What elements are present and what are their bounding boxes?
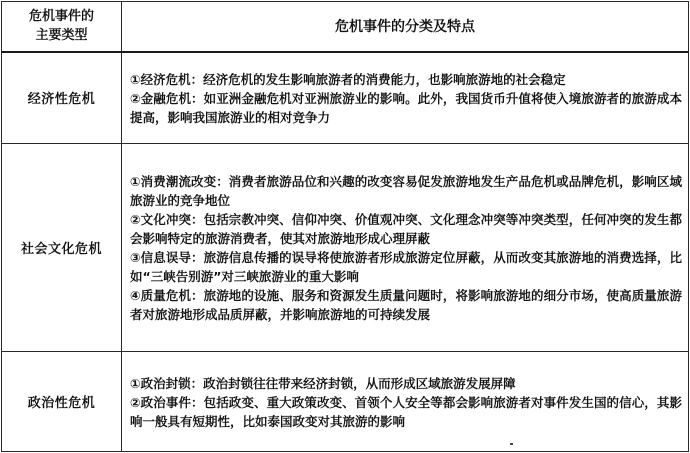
header-description-column: 危机事件的分类及特点 [122,2,689,52]
crisis-item: ②文化冲突：包括宗教冲突、信仰冲突、价值观冲突、文化理念冲突等冲突类型，任何冲突的发生都会影响特定的旅游消费者，使其对旅游地形成心理屏蔽 [130,212,682,246]
table-header-row [2,2,689,52]
crisis-description-cell [122,52,689,144]
crisis-item: ③信息误导：旅游信息传播的误导将使旅游者形成旅游定位屏蔽，从而改变其旅游地的消费选择，比如“三峡告别游”对三峡旅游业的重大影响 [130,250,682,284]
header-type-line: 主要类型 [35,28,88,44]
header-type-line: 危机事件的 [28,9,94,25]
crisis-type-cell: 经济性危机 [2,52,122,144]
crisis-item: ②金融危机：如亚洲金融危机对亚洲旅游业的影响。此外，我国货币升值将使入境旅游者的旅游成本提高，影响我国旅游业的相对竞争力 [130,90,682,125]
crisis-description-cell [122,144,689,352]
scan-speck [510,443,513,445]
crisis-item: ①消费潮流改变：消费者旅游品位和兴趣的改变容易促发旅游地发生产品危机或品牌危机，影响区域旅游业的竞争地位 [130,174,682,208]
document-page [1,1,688,451]
crisis-item: ②政治事件：包括政变、重大政策改变、首领个人安全等都会影响旅游者对事件发生国的信心，其影响一般具有短期性，比如泰国政变对其旅游的影响 [130,394,682,429]
table-row-economic [2,52,689,144]
crisis-item: ④质量危机：旅游地的设施、服务和资源发生质量问题时，将影响旅游地的细分市场，使高质量旅游者对旅游地形成品质屏蔽，并影响旅游地的可持续发展 [130,288,682,322]
header-type-column [2,2,122,52]
table-row-political [2,352,689,452]
crisis-item: ①经济危机：经济危机的发生影响旅游者的消费能力，也影响旅游地的社会稳定 [130,71,566,87]
crisis-table [1,1,689,452]
crisis-type-cell: 社会文化危机 [2,144,122,352]
crisis-description-cell [122,352,689,452]
table-row-social-cultural [2,144,689,352]
crisis-type-cell: 政治性危机 [2,352,122,452]
crisis-item: ①政治封锁：政治封锁往往带来经济封锁，从而形成区域旅游发展屏障 [130,375,516,391]
